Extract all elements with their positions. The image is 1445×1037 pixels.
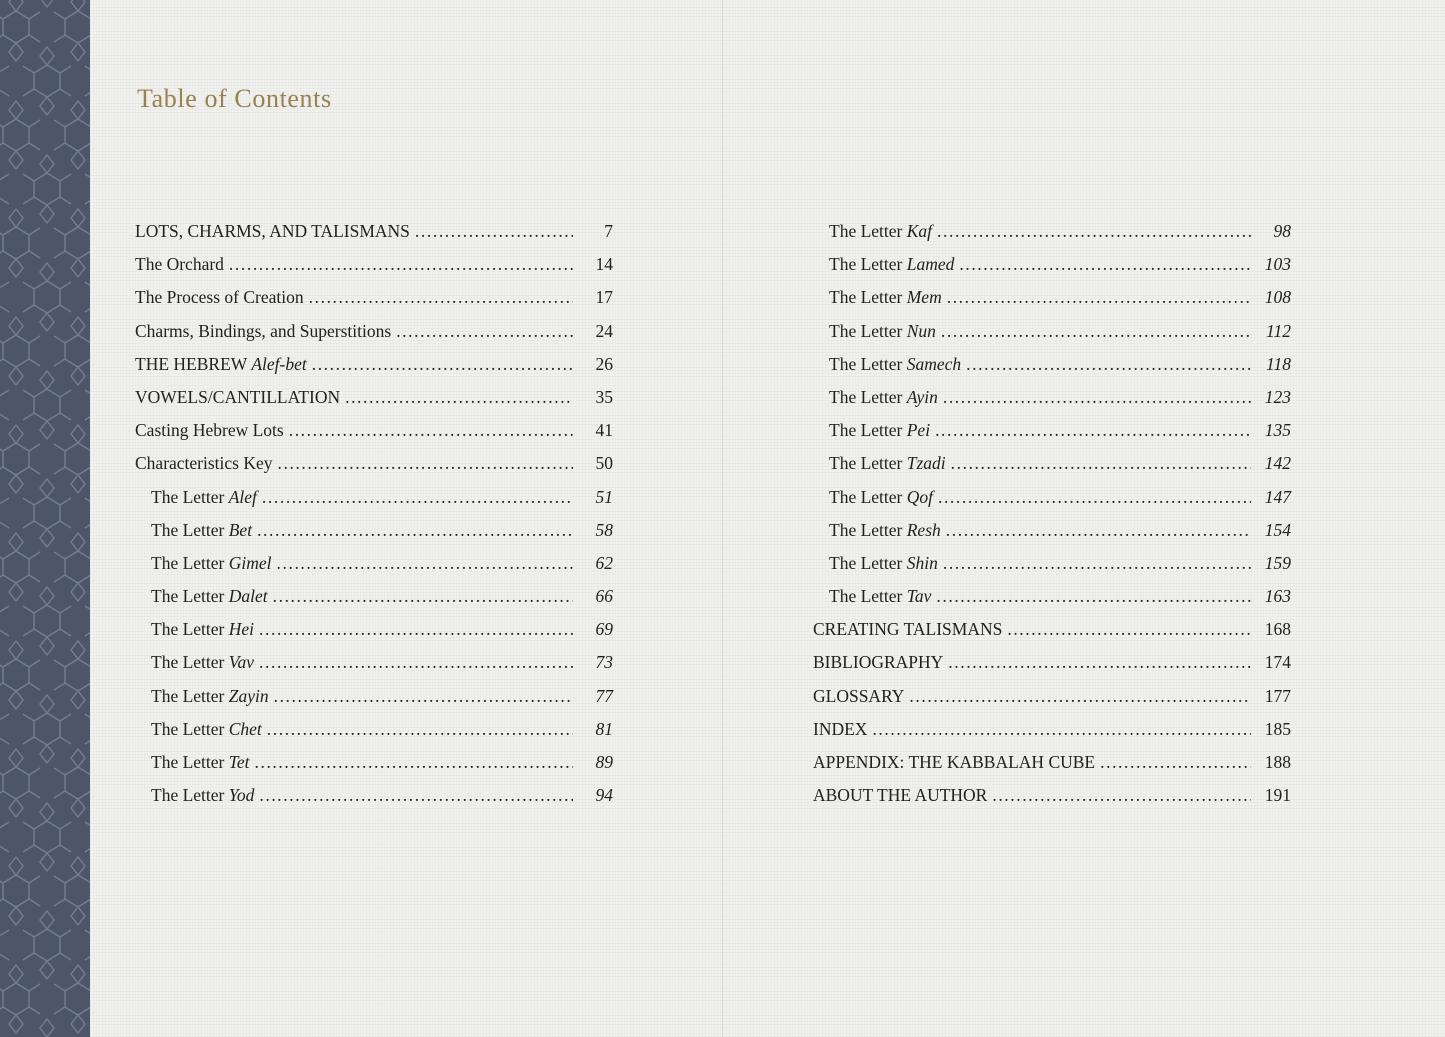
toc-entry[interactable] — [135, 315, 613, 348]
toc-entry-label: BIBLIOGRAPHY — [813, 652, 944, 673]
toc-entry[interactable] — [135, 680, 613, 713]
toc-page-number: 98 — [1273, 221, 1291, 241]
toc-page-number: 66 — [595, 586, 613, 607]
toc-entry-label: The Letter Kaf — [829, 221, 933, 241]
toc-dot-leader — [274, 680, 573, 713]
toc-entry-label: The Letter Resh — [829, 519, 941, 540]
toc-entry[interactable] — [813, 580, 1291, 613]
toc-dot-leader — [948, 646, 1251, 679]
toc-entry[interactable] — [135, 514, 613, 547]
toc-entry[interactable] — [135, 746, 613, 779]
toc-page-number: 51 — [595, 486, 613, 507]
toc-entry-label: The Letter Alef — [151, 486, 257, 507]
toc-entry[interactable] — [813, 547, 1291, 580]
toc-dot-leader — [345, 381, 573, 414]
toc-entry-label: The Letter Shin — [829, 552, 938, 573]
toc-entry-label: The Letter Bet — [151, 519, 253, 540]
toc-entry[interactable] — [813, 680, 1291, 713]
toc-page-number: 135 — [1264, 420, 1291, 441]
toc-page-number: 103 — [1264, 254, 1291, 275]
toc-entry-label: ABOUT THE AUTHOR — [813, 785, 988, 806]
toc-dot-leader — [909, 680, 1251, 713]
toc-entry-label: The Letter Tzadi — [829, 453, 946, 474]
toc-dot-leader — [312, 348, 573, 381]
toc-entry[interactable] — [813, 348, 1291, 381]
toc-dot-leader — [966, 348, 1251, 381]
toc-dot-leader — [229, 248, 573, 281]
toc-entry-label: The Letter Dalet — [151, 586, 268, 607]
toc-dot-leader — [1100, 746, 1251, 779]
toc-entry-label: The Orchard — [135, 254, 224, 275]
toc-dot-leader — [937, 215, 1251, 248]
toc-entry-label: The Letter Ayin — [829, 386, 938, 407]
toc-page-number: 7 — [604, 221, 613, 241]
toc-entry-label: LOTS, CHARMS, AND TALISMANS — [135, 221, 410, 241]
toc-entry-label: The Letter Hei — [151, 619, 255, 640]
toc-dot-leader — [943, 381, 1251, 414]
toc-page-number: 154 — [1264, 519, 1291, 540]
toc-entry-label: Charms, Bindings, and Superstitions — [135, 320, 392, 341]
toc-page-number: 142 — [1264, 453, 1291, 474]
toc-page-number: 69 — [595, 619, 613, 640]
toc-dot-leader — [257, 514, 573, 547]
toc-entry-label: The Letter Tet — [151, 752, 250, 772]
toc-dot-leader — [415, 215, 573, 248]
toc-entry[interactable] — [813, 713, 1291, 746]
toc-entry[interactable] — [813, 215, 1291, 248]
toc-entry-label: Characteristics Key — [135, 453, 273, 474]
toc-page-number: 26 — [595, 353, 613, 374]
toc-page-number: 177 — [1264, 685, 1291, 706]
toc-dot-leader — [259, 613, 573, 646]
toc-entry[interactable] — [135, 281, 613, 314]
toc-page-number: 89 — [595, 752, 613, 772]
toc-column-right — [813, 215, 1291, 812]
toc-dot-leader — [267, 713, 573, 746]
toc-entry[interactable] — [813, 414, 1291, 447]
toc-page-number: 147 — [1264, 486, 1291, 507]
toc-entry-label: Casting Hebrew Lots — [135, 420, 284, 441]
toc-entry[interactable] — [135, 646, 613, 679]
toc-page-number: 77 — [595, 685, 613, 706]
toc-dot-leader — [277, 547, 573, 580]
toc-page-number: 159 — [1264, 552, 1291, 573]
toc-entry-label: The Letter Samech — [829, 353, 962, 374]
toc-page-number: 174 — [1264, 652, 1291, 673]
sidebar-geometric-pattern — [0, 0, 90, 1037]
toc-entry[interactable] — [135, 447, 613, 480]
toc-page-number: 35 — [595, 386, 613, 407]
toc-entry[interactable] — [813, 779, 1291, 812]
toc-page-number: 188 — [1264, 752, 1291, 772]
toc-entry-label: INDEX — [813, 718, 868, 739]
toc-entry[interactable] — [813, 315, 1291, 348]
toc-dot-leader — [943, 547, 1251, 580]
toc-dot-leader — [941, 315, 1251, 348]
toc-entry-label: The Letter Chet — [151, 718, 262, 739]
toc-entry[interactable] — [813, 613, 1291, 646]
toc-page-number: 73 — [595, 652, 613, 673]
toc-dot-leader — [273, 580, 573, 613]
toc-dot-leader — [947, 281, 1251, 314]
toc-entry[interactable] — [813, 646, 1291, 679]
toc-dot-leader — [259, 646, 573, 679]
toc-entry-label: The Letter Lamed — [829, 254, 955, 275]
toc-dot-leader — [262, 481, 573, 514]
toc-entry-label: The Letter Zayin — [151, 685, 269, 706]
toc-entry[interactable] — [135, 348, 613, 381]
toc-entry-label: The Letter Mem — [829, 287, 942, 308]
page-gutter-divider — [722, 0, 723, 1037]
toc-dot-leader — [259, 779, 573, 812]
toc-page-number: 62 — [595, 552, 613, 573]
toc-dot-leader — [946, 514, 1251, 547]
toc-page-number: 17 — [595, 287, 613, 308]
toc-page-number: 185 — [1264, 718, 1291, 739]
toc-entry[interactable] — [135, 613, 613, 646]
toc-entry-label: CREATING TALISMANS — [813, 619, 1003, 640]
toc-dot-leader — [289, 414, 573, 447]
toc-entry[interactable] — [135, 713, 613, 746]
toc-page-number: 58 — [595, 519, 613, 540]
toc-entry[interactable] — [135, 481, 613, 514]
toc-entry-label: The Letter Vav — [151, 652, 255, 673]
toc-page-number: 94 — [595, 785, 613, 806]
toc-page-number: 24 — [595, 320, 613, 341]
toc-entry[interactable] — [135, 580, 613, 613]
toc-page-number: 191 — [1264, 785, 1291, 806]
toc-entry-label: The Letter Nun — [829, 320, 936, 341]
toc-entry[interactable] — [813, 447, 1291, 480]
toc-dot-leader — [309, 281, 573, 314]
toc-entry[interactable] — [813, 381, 1291, 414]
toc-page-number: 81 — [595, 718, 613, 739]
toc-column-left — [135, 215, 613, 812]
toc-entry-label: The Letter Yod — [151, 785, 255, 806]
toc-page-number: 118 — [1266, 353, 1291, 374]
toc-dot-leader — [278, 447, 573, 480]
toc-dot-leader — [959, 248, 1251, 281]
toc-dot-leader — [951, 447, 1251, 480]
toc-entry-label: The Letter Gimel — [151, 552, 272, 573]
toc-dot-leader — [255, 746, 574, 779]
toc-dot-leader — [396, 315, 573, 348]
toc-page-number: 163 — [1264, 586, 1291, 607]
toc-entry-label: VOWELS/CANTILLATION — [135, 386, 341, 407]
toc-entry-label: The Process of Creation — [135, 287, 304, 308]
toc-entry[interactable] — [135, 779, 613, 812]
toc-entry[interactable] — [135, 414, 613, 447]
toc-page-number: 123 — [1264, 386, 1291, 407]
toc-page-number: 50 — [595, 453, 613, 474]
toc-page-number: 112 — [1266, 320, 1291, 341]
decorative-sidebar — [0, 0, 90, 1037]
toc-entry[interactable] — [135, 381, 613, 414]
toc-dot-leader — [936, 580, 1251, 613]
toc-entry[interactable] — [813, 514, 1291, 547]
toc-entry[interactable] — [813, 481, 1291, 514]
toc-dot-leader — [872, 713, 1251, 746]
toc-entry[interactable] — [135, 248, 613, 281]
toc-entry-label: THE HEBREW Alef-bet — [135, 353, 307, 374]
toc-dot-leader — [992, 779, 1251, 812]
toc-entry-label: GLOSSARY — [813, 685, 905, 706]
toc-entry[interactable] — [813, 281, 1291, 314]
toc-page-number: 108 — [1264, 287, 1291, 308]
toc-page-number: 168 — [1264, 619, 1291, 640]
toc-entry-label: APPENDIX: THE KABBALAH CUBE — [813, 752, 1096, 772]
toc-entry-label: The Letter Pei — [829, 420, 931, 441]
toc-entry[interactable] — [135, 215, 613, 248]
toc-dot-leader — [1007, 613, 1251, 646]
toc-dot-leader — [938, 481, 1251, 514]
toc-entry[interactable] — [135, 547, 613, 580]
toc-page-number: 41 — [595, 420, 613, 441]
toc-dot-leader — [935, 414, 1251, 447]
toc-entry[interactable] — [813, 248, 1291, 281]
toc-page-number: 14 — [595, 254, 613, 275]
toc-entry-label: The Letter Tav — [829, 586, 932, 607]
page-title: Table of Contents — [137, 84, 332, 113]
toc-entry[interactable] — [813, 746, 1291, 779]
toc-entry-label: The Letter Qof — [829, 486, 933, 507]
